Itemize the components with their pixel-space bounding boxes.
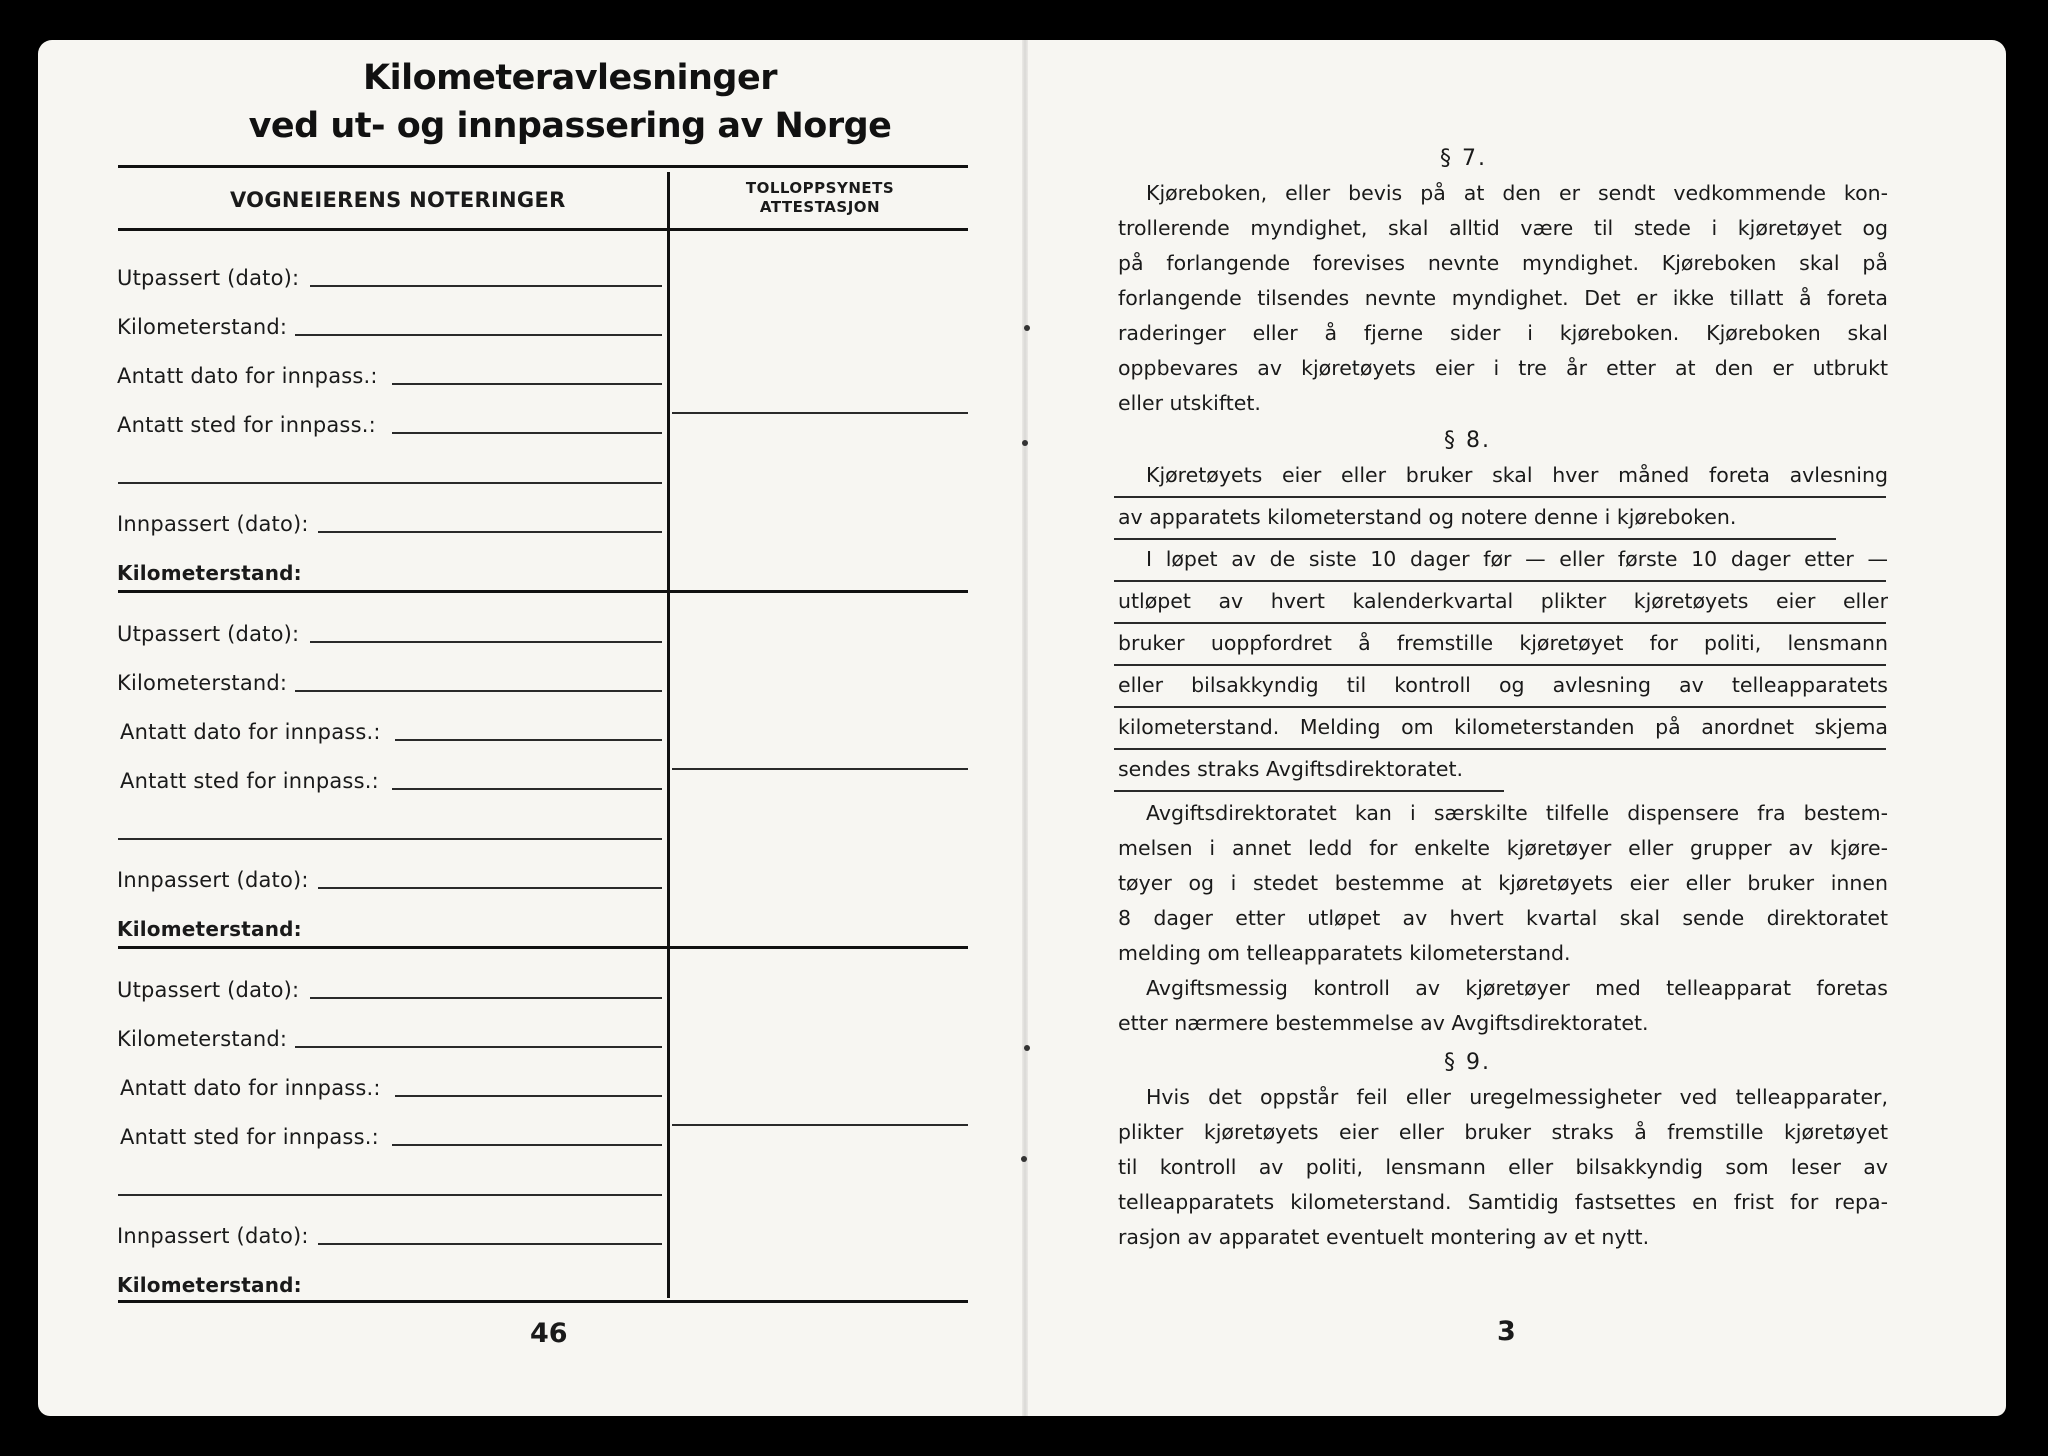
utpassert-field[interactable] bbox=[310, 641, 662, 643]
text-line: Hvis det oppstår feil eller uregelmessigheter ved telleapparater, bbox=[1146, 1085, 1888, 1109]
page-number-right: 3 bbox=[1497, 1316, 1516, 1347]
text-line: plikter kjøretøyets eier eller bruker straks å fremstille kjøretøyet bbox=[1118, 1120, 1888, 1144]
hand-underline bbox=[1114, 538, 1836, 540]
attestation-rule bbox=[672, 1124, 968, 1126]
text-line: Avgiftsdirektoratet kan i særskilte tilfelle dispensere fra bestem- bbox=[1146, 801, 1888, 825]
hand-underline bbox=[1114, 790, 1504, 792]
hand-underline bbox=[1114, 496, 1886, 498]
antatt-sted-label: Antatt sted for innpass.: bbox=[120, 769, 379, 793]
text-line: melding om telleapparatets kilometerstand. bbox=[1118, 941, 1571, 965]
attestation-rule bbox=[672, 412, 968, 414]
antatt-sted-field[interactable] bbox=[392, 432, 662, 434]
text-line: melsen i annet ledd for enkelte kjøretøyer eller grupper av kjøre- bbox=[1118, 836, 1888, 860]
text-line: Avgiftsmessig kontroll av kjøretøyer med telleapparat foretas bbox=[1146, 976, 1888, 1000]
col-right-header bbox=[680, 179, 960, 217]
innpassert-field[interactable] bbox=[318, 1243, 662, 1245]
underlined-line: eller bilsakkyndig til kontroll og avlesning av telleapparatets bbox=[1118, 673, 1888, 697]
form-bottom-rule bbox=[118, 1300, 968, 1303]
text-line: forlangende tilsendes nevnte myndighet. Det er ikke tillatt å foreta bbox=[1118, 286, 1888, 310]
km-label: Kilometerstand: bbox=[117, 315, 288, 339]
hand-underline bbox=[1114, 622, 1886, 624]
hand-underline bbox=[1114, 664, 1886, 666]
underlined-line: av apparatets kilometerstand og notere denne i kjøreboken. bbox=[1118, 505, 1737, 529]
antatt-sted-label: Antatt sted for innpass.: bbox=[117, 413, 376, 437]
utpassert-label: Utpassert (dato): bbox=[117, 622, 300, 646]
extra-line-field[interactable] bbox=[118, 838, 662, 840]
text-line: rasjon av apparatet eventuelt montering av et nytt. bbox=[1118, 1225, 1650, 1249]
underlined-line: utløpet av hvert kalenderkvartal plikter kjøretøyets eier eller bbox=[1118, 589, 1888, 613]
col-right-header-line1: TOLLOPPSYNETS bbox=[745, 179, 895, 197]
section-8-heading: § 8. bbox=[1444, 428, 1491, 453]
antatt-sted-field[interactable] bbox=[392, 788, 662, 790]
underlined-line: kilometerstand. Melding om kilometerstanden på anordnet skjema bbox=[1118, 715, 1888, 739]
col-right-header-line2: ATTESTASJON bbox=[759, 198, 881, 216]
km-field[interactable] bbox=[295, 1046, 662, 1048]
utpassert-field[interactable] bbox=[310, 997, 662, 999]
km-label-2: Kilometerstand: bbox=[117, 561, 302, 585]
underlined-line: sendes straks Avgiftsdirektoratet. bbox=[1118, 757, 1464, 781]
km-field[interactable] bbox=[295, 690, 662, 692]
underlined-line: I løpet av de siste 10 dager før — eller første 10 dager etter — bbox=[1146, 547, 1888, 571]
innpassert-field[interactable] bbox=[318, 887, 662, 889]
staple-mark bbox=[1024, 325, 1030, 331]
section-7-text bbox=[1118, 176, 1888, 421]
utpassert-label: Utpassert (dato): bbox=[117, 978, 300, 1002]
text-line: telleapparatets kilometerstand. Samtidig fastsettes en frist for repa- bbox=[1118, 1190, 1888, 1214]
block-separator-2 bbox=[118, 946, 968, 949]
text-line: Kjøreboken, eller bevis på at den er sendt vedkommende kon- bbox=[1146, 181, 1888, 205]
innpassert-label: Innpassert (dato): bbox=[117, 512, 309, 536]
hand-underline bbox=[1114, 580, 1886, 582]
form-title-line1: Kilometeravlesninger bbox=[363, 58, 777, 98]
antatt-dato-label: Antatt dato for innpass.: bbox=[120, 1076, 381, 1100]
header-bottom-rule bbox=[118, 228, 968, 231]
text-line: 8 dager etter utløpet av hvert kvartal skal sende direktoratet bbox=[1118, 906, 1888, 930]
column-divider bbox=[667, 172, 670, 1298]
underlined-line: Kjøretøyets eier eller bruker skal hver måned foreta avlesning bbox=[1146, 463, 1888, 487]
text-line: på forlangende forevises nevnte myndighet. Kjøreboken skal på bbox=[1118, 251, 1888, 275]
col-left-header: VOGNEIERENS NOTERINGER bbox=[230, 188, 566, 212]
text-line: til kontroll av politi, lensmann eller bilsakkyndig som leser av bbox=[1118, 1155, 1888, 1179]
hand-underline bbox=[1114, 706, 1886, 708]
page-number-left: 46 bbox=[530, 1318, 568, 1349]
hand-underline bbox=[1114, 748, 1886, 750]
staple-mark bbox=[1021, 1156, 1027, 1162]
center-fold bbox=[1022, 40, 1028, 1416]
km-label-2: Kilometerstand: bbox=[117, 917, 302, 941]
text-line: eller utskiftet. bbox=[1118, 391, 1261, 415]
antatt-sted-field[interactable] bbox=[392, 1144, 662, 1146]
km-label: Kilometerstand: bbox=[117, 671, 288, 695]
extra-line-field[interactable] bbox=[118, 482, 662, 484]
utpassert-label: Utpassert (dato): bbox=[117, 266, 300, 290]
underlined-line: bruker uoppfordret å fremstille kjøretøyet for politi, lensmann bbox=[1118, 631, 1888, 655]
section-9-text bbox=[1118, 1080, 1888, 1255]
text-line: raderinger eller å fjerne sider i kjøreboken. Kjøreboken skal bbox=[1118, 321, 1888, 345]
text-line: tøyer og i stedet bestemme at kjøretøyets eier eller bruker innen bbox=[1118, 871, 1888, 895]
antatt-dato-field[interactable] bbox=[395, 1095, 662, 1097]
text-line: trollerende myndighet, skal alltid være til stede i kjøretøyet og bbox=[1118, 216, 1888, 240]
staple-mark bbox=[1024, 1045, 1030, 1051]
antatt-sted-label: Antatt sted for innpass.: bbox=[120, 1125, 379, 1149]
text-line: oppbevares av kjøretøyets eier i tre år etter at den er utbrukt bbox=[1118, 356, 1888, 380]
section-8-text-3 bbox=[1118, 796, 1888, 1041]
utpassert-field[interactable] bbox=[310, 285, 662, 287]
block-separator-1 bbox=[118, 590, 968, 593]
attestation-rule bbox=[672, 768, 968, 770]
antatt-dato-label: Antatt dato for innpass.: bbox=[117, 364, 378, 388]
km-label: Kilometerstand: bbox=[117, 1027, 288, 1051]
innpassert-field[interactable] bbox=[318, 531, 662, 533]
innpassert-label: Innpassert (dato): bbox=[117, 868, 309, 892]
km-field[interactable] bbox=[295, 334, 662, 336]
extra-line-field[interactable] bbox=[118, 1194, 662, 1196]
header-top-rule bbox=[118, 165, 968, 168]
antatt-dato-field[interactable] bbox=[395, 739, 662, 741]
section-7-heading: § 7. bbox=[1440, 146, 1487, 171]
antatt-dato-field[interactable] bbox=[392, 383, 662, 385]
innpassert-label: Innpassert (dato): bbox=[117, 1224, 309, 1248]
text-line: etter nærmere bestemmelse av Avgiftsdirektoratet. bbox=[1118, 1011, 1649, 1035]
form-title-line2: ved ut- og innpassering av Norge bbox=[248, 106, 892, 146]
km-label-2: Kilometerstand: bbox=[117, 1273, 302, 1297]
section-9-heading: § 9. bbox=[1444, 1050, 1491, 1075]
staple-mark bbox=[1022, 440, 1028, 446]
antatt-dato-label: Antatt dato for innpass.: bbox=[120, 720, 381, 744]
